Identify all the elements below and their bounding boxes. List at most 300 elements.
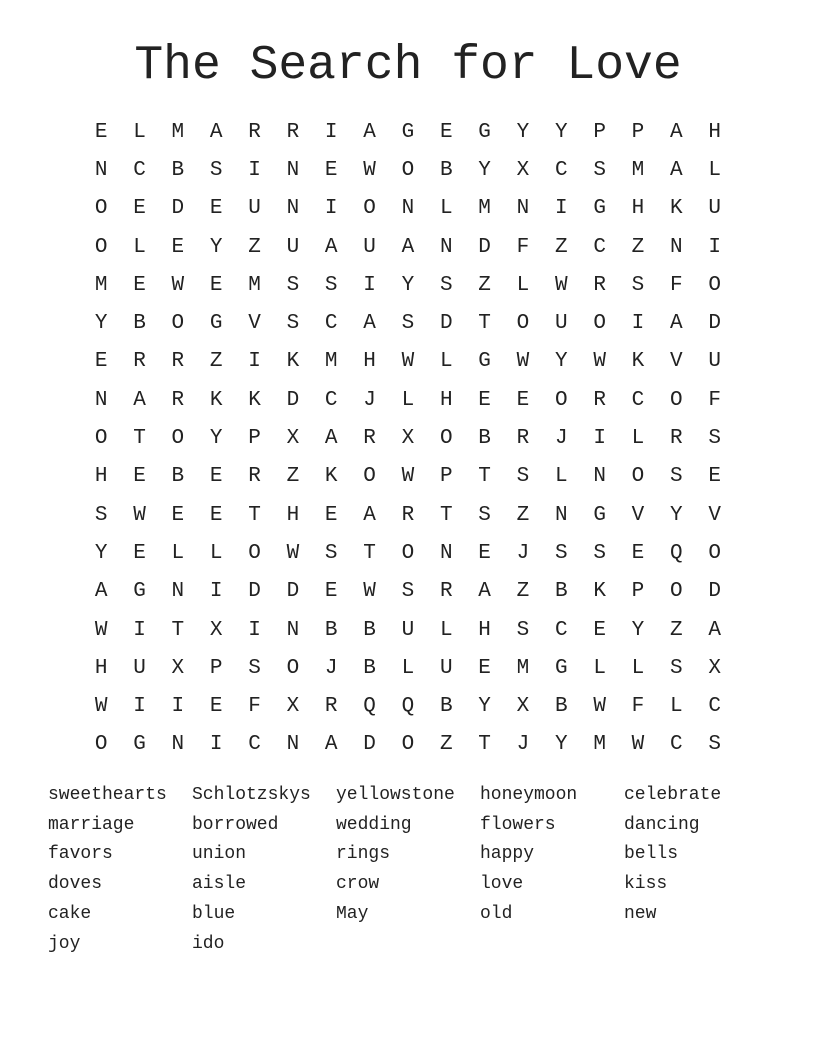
grid-letter: A <box>209 120 223 144</box>
word-list-item: old <box>480 904 513 925</box>
grid-letter: E <box>324 158 338 182</box>
grid-letter: L <box>439 197 453 221</box>
grid-letter: L <box>209 541 223 565</box>
grid-letter: W <box>554 273 568 297</box>
grid-letter: L <box>670 695 683 719</box>
grid-letter: Y <box>516 120 530 144</box>
grid-letter: I <box>171 695 185 719</box>
grid-letter: E <box>593 618 606 642</box>
grid-letter: C <box>708 695 721 719</box>
grid-letter: N <box>554 503 568 527</box>
grid-letter: E <box>209 465 223 489</box>
grid-letter: W <box>94 618 108 642</box>
grid-letter: O <box>401 733 415 757</box>
grid-letter: K <box>209 388 223 412</box>
grid-letter: F <box>708 388 721 412</box>
grid-letter: W <box>363 158 376 182</box>
word-list-item: bells <box>624 844 679 865</box>
grid-letter: L <box>171 541 185 565</box>
grid-letter: U <box>708 350 721 374</box>
grid-letter: M <box>593 733 606 757</box>
grid-letter: R <box>439 580 453 604</box>
grid-row <box>82 381 734 419</box>
grid-letter: O <box>401 541 415 565</box>
grid-letter: O <box>94 235 108 259</box>
grid-letter: O <box>171 312 185 336</box>
grid-letter: X <box>171 656 185 680</box>
word-list-item: cake <box>48 904 92 925</box>
grid-letter: L <box>631 427 645 451</box>
grid-letter: G <box>478 120 491 144</box>
grid-letter: L <box>401 656 415 680</box>
grid-letter: S <box>286 273 300 297</box>
grid-letter: G <box>133 733 146 757</box>
grid-letter: S <box>516 618 530 642</box>
word-list-item: kiss <box>624 874 668 895</box>
grid-letter: P <box>593 120 606 144</box>
grid-letter: K <box>670 197 683 221</box>
word-list-item: celebrate <box>624 784 722 805</box>
grid-letter: K <box>593 580 606 604</box>
grid-letter: J <box>554 427 568 451</box>
grid-letter: X <box>516 158 530 182</box>
grid-letter: R <box>593 273 606 297</box>
word-list-item: borrowed <box>192 814 279 835</box>
page-title: The Search for Love <box>134 39 682 93</box>
grid-letter: W <box>286 541 300 565</box>
grid-letter: F <box>516 235 530 259</box>
grid-letter: L <box>401 388 415 412</box>
grid-letter: U <box>708 197 721 221</box>
word-list-item: May <box>336 904 369 925</box>
grid-letter: I <box>324 197 338 221</box>
word-list-item: wedding <box>336 814 412 835</box>
letter-grid <box>82 113 734 764</box>
grid-letter: S <box>248 656 261 680</box>
grid-letter: M <box>171 120 185 144</box>
grid-letter: Z <box>286 465 300 489</box>
word-list-item: crow <box>336 874 380 895</box>
word-list-row <box>48 780 778 810</box>
grid-letter: B <box>133 312 146 336</box>
grid-row <box>82 419 734 457</box>
grid-letter: M <box>248 273 261 297</box>
grid-letter: I <box>248 350 261 374</box>
grid-letter: B <box>171 158 185 182</box>
grid-letter: Y <box>554 350 568 374</box>
grid-letter: R <box>133 350 146 374</box>
word-list <box>48 780 778 959</box>
grid-letter: N <box>286 618 300 642</box>
grid-letter: R <box>670 427 683 451</box>
grid-letter: J <box>516 541 530 565</box>
word-list-item: joy <box>48 933 81 954</box>
grid-letter: J <box>363 388 376 412</box>
grid-letter: S <box>631 273 645 297</box>
grid-letter: F <box>631 695 645 719</box>
grid-letter: A <box>670 158 683 182</box>
grid-letter: O <box>94 197 108 221</box>
word-list-item: rings <box>336 844 391 865</box>
grid-letter: T <box>171 618 185 642</box>
grid-letter: S <box>708 427 721 451</box>
grid-letter: O <box>248 541 261 565</box>
grid-letter: E <box>478 656 491 680</box>
grid-letter: Q <box>670 541 683 565</box>
grid-letter: W <box>94 695 108 719</box>
grid-letter: L <box>593 656 606 680</box>
grid-letter: T <box>248 503 261 527</box>
grid-letter: T <box>439 503 453 527</box>
grid-letter: E <box>171 503 185 527</box>
grid-letter: C <box>554 618 568 642</box>
grid-letter: F <box>248 695 261 719</box>
grid-letter: N <box>516 197 530 221</box>
grid-letter: O <box>670 580 683 604</box>
grid-letter: Y <box>554 733 568 757</box>
grid-letter: G <box>209 312 223 336</box>
grid-letter: D <box>708 580 721 604</box>
grid-letter: Z <box>554 235 568 259</box>
grid-letter: J <box>324 656 338 680</box>
word-list-item: ido <box>192 933 225 954</box>
word-list-item: doves <box>48 874 103 895</box>
grid-letter: A <box>363 503 376 527</box>
grid-letter: S <box>209 158 223 182</box>
grid-letter: Y <box>401 273 415 297</box>
grid-letter: Q <box>363 695 376 719</box>
grid-letter: C <box>324 312 338 336</box>
grid-letter: B <box>554 580 568 604</box>
grid-letter: E <box>708 465 721 489</box>
word-list-item: yellowstone <box>336 784 455 805</box>
grid-letter: P <box>631 120 645 144</box>
grid-letter: N <box>94 158 108 182</box>
grid-letter: C <box>133 158 146 182</box>
grid-letter: L <box>708 158 721 182</box>
grid-letter: Y <box>478 695 491 719</box>
word-list-item: love <box>480 874 524 895</box>
grid-letter: O <box>516 312 530 336</box>
grid-letter: A <box>324 235 338 259</box>
grid-letter: U <box>554 312 568 336</box>
grid-letter: R <box>286 120 300 144</box>
word-list-row <box>48 840 778 870</box>
grid-letter: S <box>478 503 491 527</box>
grid-letter: J <box>516 733 530 757</box>
grid-row <box>82 151 734 189</box>
grid-letter: G <box>401 120 415 144</box>
grid-letter: R <box>363 427 376 451</box>
grid-row <box>82 458 734 496</box>
word-list-item: favors <box>48 844 113 865</box>
grid-letter: A <box>670 312 683 336</box>
grid-letter: N <box>439 235 453 259</box>
grid-letter: O <box>439 427 453 451</box>
grid-letter: I <box>133 618 146 642</box>
grid-letter: E <box>631 541 645 565</box>
grid-letter: Y <box>478 158 491 182</box>
grid-letter: O <box>708 273 721 297</box>
grid-letter: U <box>363 235 376 259</box>
grid-letter: K <box>286 350 300 374</box>
grid-letter: D <box>363 733 376 757</box>
grid-letter: O <box>363 465 376 489</box>
grid-letter: Y <box>554 120 568 144</box>
grid-letter: O <box>401 158 415 182</box>
grid-letter: X <box>286 427 300 451</box>
grid-letter: E <box>439 120 453 144</box>
grid-letter: B <box>478 427 491 451</box>
grid-letter: H <box>478 618 491 642</box>
grid-letter: C <box>248 733 261 757</box>
grid-letter: Z <box>439 733 453 757</box>
word-list-item: happy <box>480 844 535 865</box>
grid-letter: D <box>286 388 300 412</box>
grid-letter: L <box>439 350 453 374</box>
grid-letter: E <box>133 465 146 489</box>
grid-letter: O <box>171 427 185 451</box>
grid-letter: O <box>708 541 721 565</box>
grid-letter: W <box>133 503 146 527</box>
grid-letter: Y <box>94 312 108 336</box>
grid-letter: A <box>478 580 491 604</box>
grid-letter: O <box>363 197 376 221</box>
grid-letter: I <box>363 273 376 297</box>
grid-letter: Z <box>209 350 223 374</box>
grid-letter: Z <box>670 618 683 642</box>
grid-row <box>82 228 734 266</box>
grid-letter: E <box>324 503 338 527</box>
grid-letter: D <box>478 235 491 259</box>
grid-row <box>82 343 734 381</box>
grid-letter: X <box>708 656 721 680</box>
grid-letter: I <box>554 197 568 221</box>
grid-letter: G <box>593 503 606 527</box>
grid-letter: B <box>324 618 338 642</box>
grid-letter: A <box>363 312 376 336</box>
grid-letter: U <box>401 618 415 642</box>
grid-letter: X <box>401 427 415 451</box>
word-list-item: union <box>192 844 247 865</box>
grid-letter: C <box>631 388 645 412</box>
grid-letter: R <box>324 695 338 719</box>
grid-letter: E <box>516 388 530 412</box>
grid-letter: M <box>631 158 645 182</box>
grid-letter: S <box>516 465 530 489</box>
grid-letter: N <box>286 197 300 221</box>
grid-letter: F <box>670 273 683 297</box>
grid-letter: P <box>209 656 223 680</box>
grid-letter: E <box>133 541 146 565</box>
grid-letter: E <box>209 503 223 527</box>
grid-letter: I <box>209 733 223 757</box>
grid-row <box>82 190 734 228</box>
grid-letter: Y <box>209 427 223 451</box>
grid-letter: O <box>631 465 645 489</box>
grid-letter: W <box>171 273 185 297</box>
grid-letter: E <box>209 197 223 221</box>
grid-letter: R <box>171 388 185 412</box>
grid-letter: X <box>286 695 300 719</box>
grid-letter: E <box>133 273 146 297</box>
grid-letter: C <box>670 733 683 757</box>
grid-letter: Z <box>248 235 261 259</box>
grid-letter: T <box>478 733 491 757</box>
grid-letter: N <box>401 197 415 221</box>
grid-letter: L <box>133 120 146 144</box>
grid-row <box>82 304 734 342</box>
grid-letter: V <box>248 312 261 336</box>
grid-letter: Y <box>631 618 645 642</box>
grid-letter: Z <box>516 503 530 527</box>
grid-letter: W <box>593 350 606 374</box>
grid-letter: B <box>554 695 568 719</box>
grid-letter: N <box>439 541 453 565</box>
grid-letter: A <box>708 618 721 642</box>
grid-row <box>82 266 734 304</box>
grid-letter: A <box>363 120 376 144</box>
grid-letter: I <box>593 427 606 451</box>
grid-letter: R <box>248 465 261 489</box>
grid-letter: E <box>94 120 108 144</box>
grid-letter: W <box>516 350 530 374</box>
grid-letter: N <box>670 235 683 259</box>
word-list-item: Schlotzskys <box>192 784 311 805</box>
grid-letter: S <box>401 312 415 336</box>
grid-letter: O <box>670 388 683 412</box>
grid-letter: I <box>248 618 261 642</box>
grid-letter: I <box>133 695 146 719</box>
grid-letter: W <box>363 580 376 604</box>
grid-letter: H <box>363 350 376 374</box>
grid-letter: M <box>516 656 530 680</box>
grid-letter: A <box>133 388 146 412</box>
grid-letter: X <box>516 695 530 719</box>
grid-letter: E <box>478 388 491 412</box>
grid-letter: L <box>631 656 645 680</box>
grid-letter: B <box>171 465 185 489</box>
grid-letter: T <box>478 312 491 336</box>
grid-letter: E <box>171 235 185 259</box>
grid-letter: C <box>324 388 338 412</box>
grid-letter: N <box>171 580 185 604</box>
grid-letter: R <box>401 503 415 527</box>
grid-letter: D <box>248 580 261 604</box>
grid-letter: W <box>401 350 415 374</box>
grid-letter: S <box>670 465 683 489</box>
grid-letter: W <box>631 733 645 757</box>
grid-letter: D <box>439 312 453 336</box>
word-list-row <box>48 929 778 959</box>
grid-letter: S <box>554 541 568 565</box>
grid-row <box>82 573 734 611</box>
grid-letter: E <box>209 273 223 297</box>
grid-letter: B <box>363 618 376 642</box>
grid-letter: M <box>478 197 491 221</box>
grid-letter: D <box>171 197 185 221</box>
grid-letter: A <box>324 427 338 451</box>
grid-letter: H <box>439 388 453 412</box>
grid-letter: G <box>478 350 491 374</box>
grid-letter: T <box>133 427 146 451</box>
grid-letter: K <box>324 465 338 489</box>
grid-letter: Z <box>516 580 530 604</box>
grid-letter: S <box>593 541 606 565</box>
grid-letter: A <box>670 120 683 144</box>
grid-letter: S <box>401 580 415 604</box>
grid-letter: U <box>286 235 300 259</box>
word-list-row <box>48 869 778 899</box>
grid-letter: B <box>439 158 453 182</box>
grid-letter: W <box>401 465 415 489</box>
grid-row <box>82 611 734 649</box>
grid-letter: K <box>631 350 645 374</box>
grid-letter: M <box>94 273 108 297</box>
grid-letter: S <box>670 656 683 680</box>
grid-letter: S <box>593 158 606 182</box>
grid-letter: A <box>94 580 108 604</box>
grid-letter: V <box>631 503 645 527</box>
grid-letter: E <box>324 580 338 604</box>
grid-letter: G <box>554 656 568 680</box>
grid-letter: I <box>209 580 223 604</box>
grid-letter: I <box>324 120 338 144</box>
grid-letter: Z <box>478 273 491 297</box>
grid-letter: K <box>248 388 261 412</box>
grid-row <box>82 687 734 725</box>
grid-letter: Y <box>94 541 108 565</box>
grid-letter: V <box>670 350 683 374</box>
grid-letter: L <box>516 273 530 297</box>
word-list-item: sweethearts <box>48 784 167 805</box>
grid-letter: P <box>631 580 645 604</box>
grid-letter: U <box>133 656 146 680</box>
grid-row <box>82 534 734 572</box>
grid-letter: R <box>171 350 185 374</box>
grid-letter: L <box>554 465 568 489</box>
grid-letter: O <box>94 733 108 757</box>
grid-letter: D <box>708 312 721 336</box>
grid-letter: A <box>401 235 415 259</box>
grid-letter: N <box>171 733 185 757</box>
grid-letter: B <box>363 656 376 680</box>
word-list-item: new <box>624 904 657 925</box>
grid-letter: R <box>516 427 530 451</box>
grid-letter: S <box>708 733 721 757</box>
grid-letter: I <box>248 158 261 182</box>
grid-letter: S <box>324 541 338 565</box>
grid-letter: C <box>593 235 606 259</box>
grid-letter: N <box>94 388 108 412</box>
grid-letter: I <box>708 235 721 259</box>
grid-letter: P <box>439 465 453 489</box>
grid-letter: S <box>324 273 338 297</box>
grid-letter: H <box>286 503 300 527</box>
grid-letter: V <box>708 503 721 527</box>
grid-row <box>82 726 734 764</box>
grid-letter: U <box>439 656 453 680</box>
grid-letter: O <box>593 312 606 336</box>
grid-letter: E <box>94 350 108 374</box>
grid-row <box>82 649 734 687</box>
grid-letter: L <box>133 235 146 259</box>
grid-letter: Y <box>209 235 223 259</box>
word-list-item: marriage <box>48 814 135 835</box>
grid-letter: R <box>248 120 261 144</box>
grid-letter: L <box>439 618 453 642</box>
grid-letter: C <box>554 158 568 182</box>
